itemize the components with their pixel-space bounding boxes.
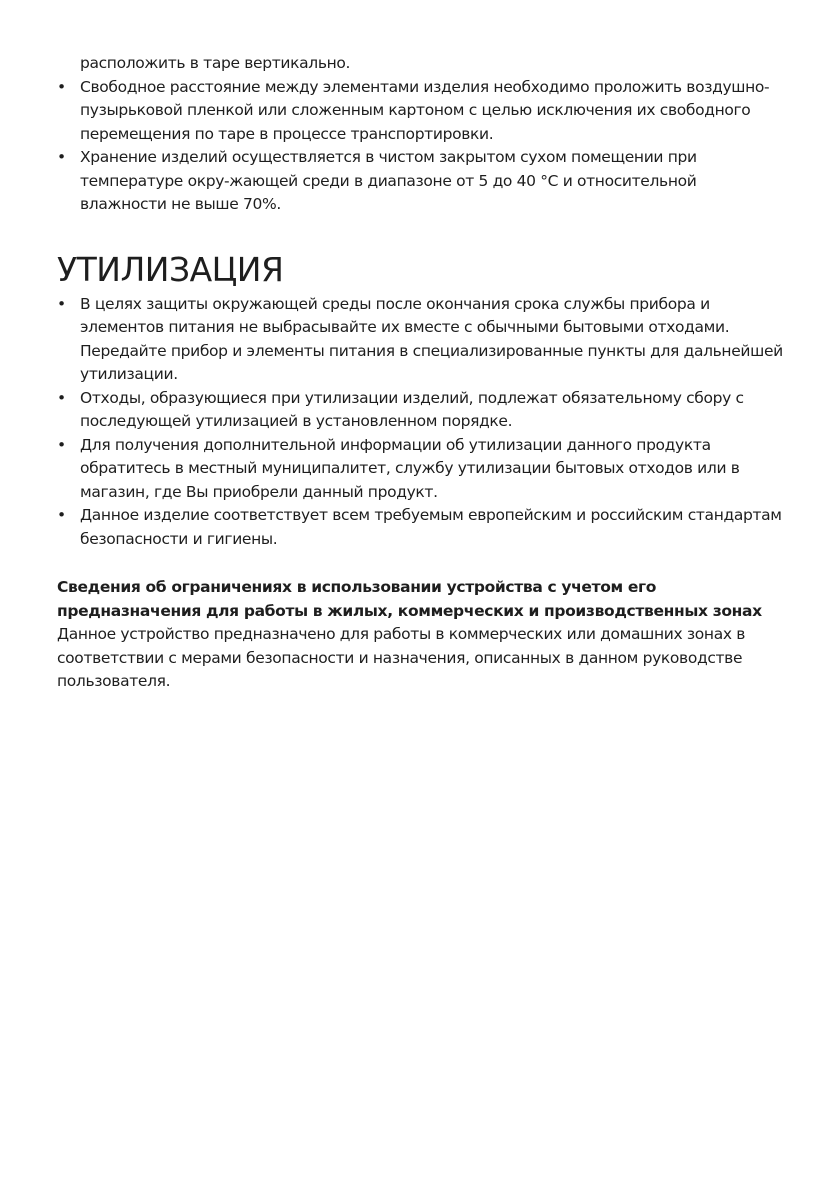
storage-item-text: Свободное расстояние между элементами изделия необходимо проложить воздушно-пузырьковой пленкой или сложенным картоном с целью исключения их свободного перемещения по таре в процессе транспортировки. (80, 77, 770, 143)
disposal-item-3 (57, 434, 787, 505)
disposal-item-2 (57, 387, 787, 434)
disposal-list (57, 293, 787, 552)
storage-item-text: Хранение изделий осуществляется в чистом закрытом сухом помещении при температуре окру-жающей среди в диапазоне от 5 до 40 °С и относительной влажности не выше 70%. (80, 148, 697, 213)
storage-item-1 (57, 76, 787, 147)
disposal-item-4 (57, 504, 787, 551)
disposal-item-1 (57, 293, 787, 387)
restrictions-title: Сведения об ограничениях в использовании устройства с учетом его предназначения для работы в жилых, коммерческих и производственных зонах (57, 578, 762, 620)
bullet-icon: • (57, 388, 66, 407)
disposal-item-text: Для получения дополнительной информации об утилизации данного продукта обратитесь в местный муниципалитет, службу утилизации бытовых отходов или в магазин, где Вы приобрели данный продукт. (80, 435, 740, 501)
restrictions-body: Данное устройство предназначено для работы в коммерческих или домашних зонах в соответствии с мерами безопасности и назначения, описанных в данном руководстве пользователя. (57, 625, 746, 690)
disposal-item-text: В целях защиты окружающей среды после окончания срока службы прибора и элементов питания не выбрасывайте их вместе с обычными бытовыми отходами. Передайте прибор и элементы питания в специализированные пункты для дальнейшей утилизации. (80, 294, 783, 383)
storage-item-2 (57, 146, 787, 217)
storage-continuation: расположить в таре вертикально. (80, 54, 351, 72)
document-page (57, 52, 787, 694)
disposal-title: УТИЛИЗАЦИЯ (57, 249, 284, 289)
bullet-icon: • (57, 148, 66, 166)
disposal-item-text: Отходы, образующиеся при утилизации изделий, подлежат обязательному сбору с последующей утилизацией в установленном порядке. (80, 388, 744, 430)
bullet-icon: • (57, 77, 66, 96)
bullet-icon: • (57, 435, 66, 454)
disposal-item-text: Данное изделие соответствует всем требуемым европейским и российским стандартам безопасности и гигиены. (80, 506, 782, 548)
storage-list (57, 52, 787, 217)
bullet-icon: • (57, 506, 66, 524)
bullet-icon: • (57, 294, 66, 313)
